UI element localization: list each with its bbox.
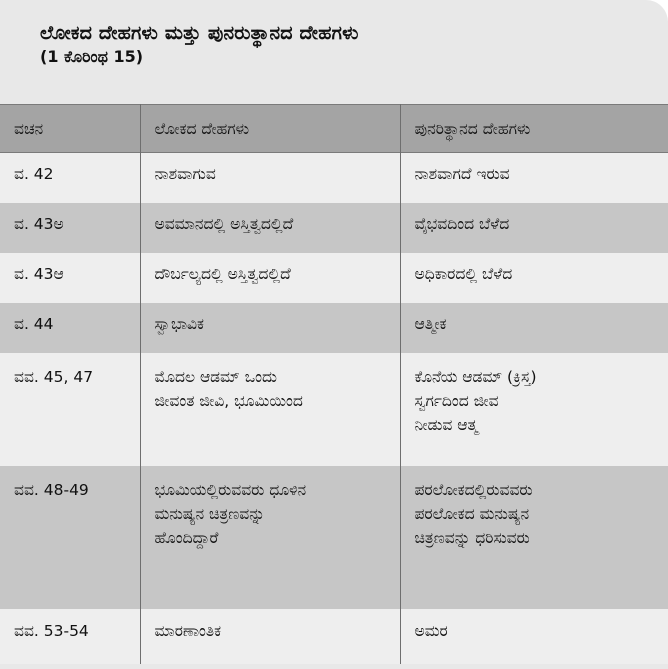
earthly-line: ಮನುಷ್ಯನ ಚಿತ್ರಣವನ್ನು — [154, 504, 265, 523]
comparison-table — [0, 104, 668, 664]
earthly-cell: ಮಾರಣಾಂತಿಕ — [140, 609, 400, 664]
resurrection-cell: ಅಮರ — [400, 609, 668, 664]
header-earthly-bodies: ಲೋಕದ ದೇಹಗಳು — [140, 105, 400, 153]
table-row — [0, 253, 668, 303]
verse-cell: ವ. 43ಆ — [0, 253, 140, 303]
heading-block — [40, 20, 648, 68]
resurrection-cell: ಆತ್ಮೀಕ — [400, 303, 668, 353]
table-row — [0, 153, 668, 203]
resurrection-cell: ವೈಭವದಿಂದ ಬೆಳೆದ — [400, 203, 668, 253]
resurrection-line: ಸ್ವರ್ಗದಿಂದ ಜೀವ — [414, 391, 499, 410]
table-row — [0, 303, 668, 353]
resurrection-line: ಪರಲೋಕದ ಮನುಷ್ಯನ — [414, 504, 530, 523]
resurrection-line: ನೀಡುವ ಆತ್ಮ — [414, 415, 478, 434]
header-row — [0, 105, 668, 153]
resurrection-cell — [400, 466, 668, 609]
resurrection-cell: ನಾಶವಾಗದೆ ಇರುವ — [400, 153, 668, 203]
resurrection-cell — [400, 353, 668, 466]
verse-cell: ವ. 42 — [0, 153, 140, 203]
page-title: ಲೋಕದ ದೇಹಗಳು ಮತ್ತು ಪುನರುತ್ಥಾನದ ದೇಹಗಳು — [40, 22, 359, 44]
table-row — [0, 609, 668, 664]
verse-cell: ವ. 43ಅ — [0, 203, 140, 253]
header-resurrection-bodies: ಪುನರಿತ್ಥಾನದ ದೇಹಗಳು — [400, 105, 668, 153]
earthly-cell: ಅವಮಾನದಲ್ಲಿ ಅಸ್ತಿತ್ವದಲ್ಲಿದೆ — [140, 203, 400, 253]
verse-cell: ವವ. 53-54 — [0, 609, 140, 664]
earthly-line: ಜೀವಂತ ಜೀವಿ, ಭೂಮಿಯಿಂದ — [154, 391, 303, 410]
table-row — [0, 353, 668, 466]
earthly-cell: ನಾಶವಾಗುವ — [140, 153, 400, 203]
verse-cell: ವವ. 48-49 — [0, 466, 140, 609]
resurrection-cell: ಅಧಿಕಾರದಲ್ಲಿ ಬೆಳೆದ — [400, 253, 668, 303]
earthly-cell: ದೌರ್ಬಲ್ಯದಲ್ಲಿ ಅಸ್ತಿತ್ವದಲ್ಲಿದೆ — [140, 253, 400, 303]
earthly-cell — [140, 353, 400, 466]
verse-cell: ವವ. 45, 47 — [0, 353, 140, 466]
table-row — [0, 203, 668, 253]
earthly-line: ಹೊಂದಿದ್ದಾರೆ — [154, 528, 219, 547]
earthly-cell — [140, 466, 400, 609]
resurrection-line: ಕೊನೆಯ ಆಡಮ್ (ಕ್ರಿಸ್ತ) — [414, 367, 537, 386]
header-verse: ವಚನ — [0, 105, 140, 153]
resurrection-line: ಪರಲೋಕದಲ್ಲಿರುವವರು — [414, 480, 533, 499]
scripture-reference: (1 ಕೊರಿಂಥ 15) — [40, 47, 144, 66]
earthly-cell: ಸ್ವಾಭಾವಿಕ — [140, 303, 400, 353]
table-row — [0, 466, 668, 609]
earthly-line: ಮೊದಲ ಆಡಮ್ ಒಂದು — [154, 367, 277, 386]
verse-cell: ವ. 44 — [0, 303, 140, 353]
resurrection-line: ಚಿತ್ರಣವನ್ನು ಧರಿಸುವರು — [414, 528, 530, 547]
earthly-line: ಭೂಮಿಯಲ್ಲಿರುವವರು ಧೂಳಿನ — [154, 480, 307, 499]
